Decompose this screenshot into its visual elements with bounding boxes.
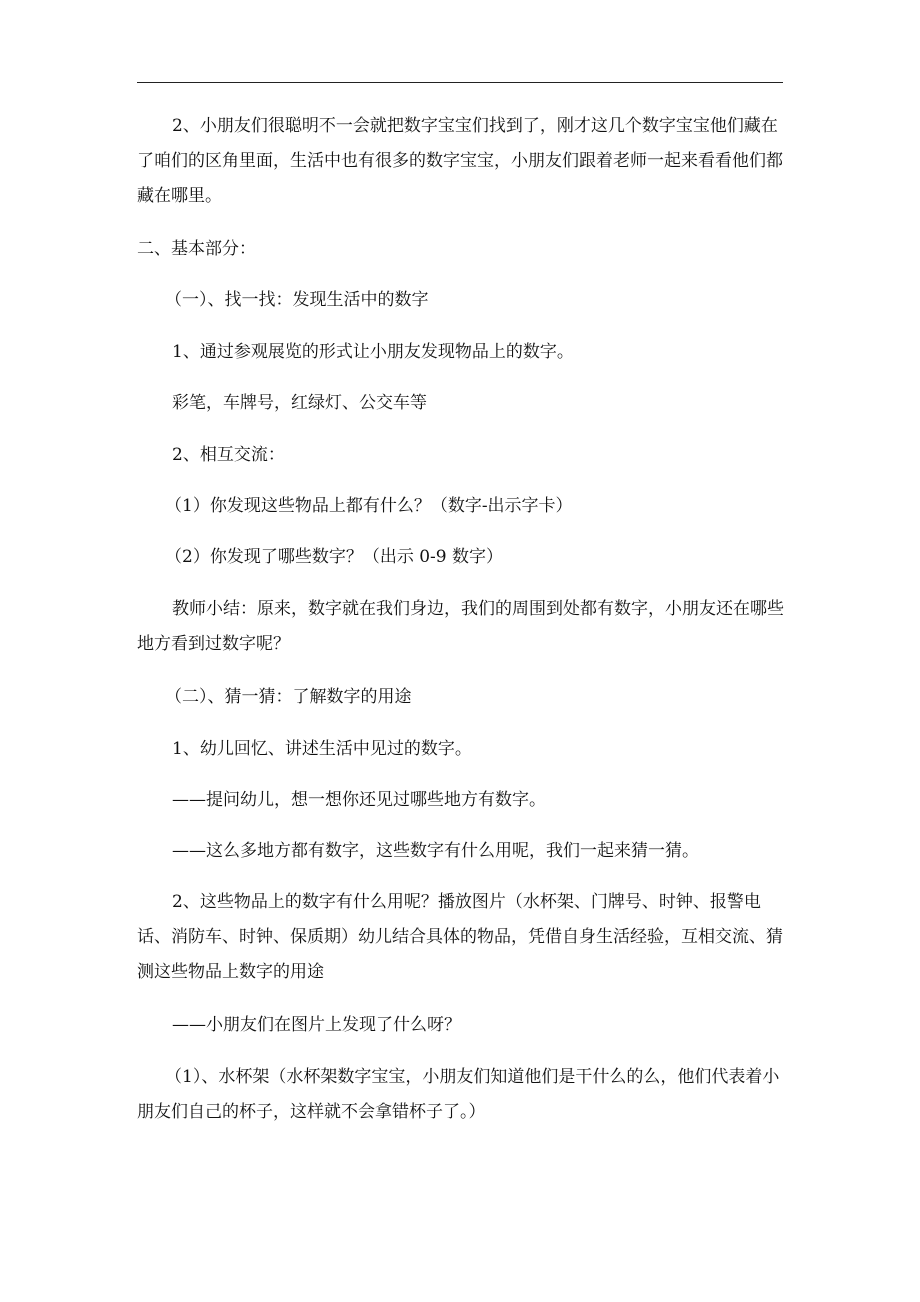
paragraph-find-examples: 彩笔，车牌号，红绿灯、公交车等: [172, 393, 427, 413]
paragraph-question-2: （2）你发现了哪些数字？（出示 0-9 数字）: [165, 547, 503, 567]
header-rule: [137, 82, 783, 83]
section-heading-basic: 二、基本部分：: [137, 239, 256, 259]
paragraph-prompt-2: ——这么多地方都有数字，这些数字有什么用呢，我们一起来猜一猜。: [172, 841, 699, 861]
paragraph-guess-step-1: 1、幼儿回忆、讲述生活中见过的数字。: [172, 739, 472, 759]
paragraph-guess-step-2: 2、这些物品上的数字有什么用呢？播放图片（水杯架、门牌号、时钟、报警电话、消防车、时钟、保质期）幼儿结合具体的物品，凭借自身生活经验，互相交流、猜测这些物品上数字的用途: [137, 892, 783, 982]
paragraph-teacher-summary: 教师小结：原来，数字就在我们身边，我们的周围到处都有数字，小朋友还在哪些地方看到过数字呢？: [137, 599, 784, 654]
subsection-heading-find: （一）、找一找：发现生活中的数字: [165, 290, 429, 310]
paragraph-question-1: （1）你发现这些物品上都有什么？（数字-出示字卡）: [165, 496, 573, 516]
subsection-heading-guess: （二）、猜一猜：了解数字的用途: [165, 687, 412, 707]
paragraph-prompt-3: ——小朋友们在图片上发现了什么呀？: [172, 1015, 461, 1035]
paragraph-cup-rack: （1）、水杯架（水杯架数字宝宝，小朋友们知道他们是干什么的么，他们代表着小朋友们自己的杯子，这样就不会拿错杯子了。）: [137, 1067, 780, 1122]
paragraph-intro-step-2: 2、小朋友们很聪明不一会就把数字宝宝们找到了，刚才这几个数字宝宝他们藏在了咱们的区角里面，生活中也有很多的数字宝宝，小朋友们跟着老师一起来看看他们都藏在哪里。: [137, 116, 783, 206]
paragraph-prompt-1: ——提问幼儿，想一想你还见过哪些地方有数字。: [172, 790, 546, 810]
paragraph-find-step-1: 1、通过参观展览的形式让小朋友发现物品上的数字。: [172, 342, 574, 362]
paragraph-find-step-2: 2、相互交流：: [172, 445, 285, 465]
